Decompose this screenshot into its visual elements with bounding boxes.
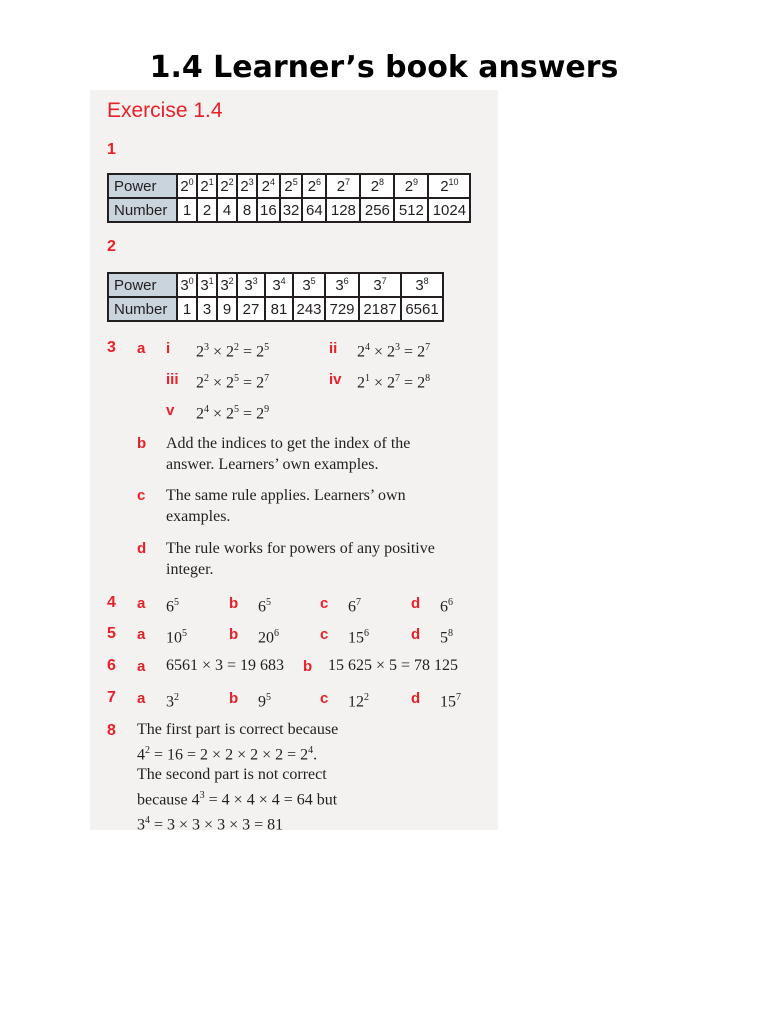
part-label-a: a — [137, 658, 146, 675]
row-header-power: Power — [108, 273, 177, 297]
power-cell: $3^6$ — [325, 273, 359, 297]
answer-4b: $6^5$ — [258, 597, 271, 616]
part-label-c: c — [320, 595, 329, 612]
number-cell: 8 — [237, 198, 257, 222]
power-cell: $2^9$ — [394, 174, 428, 198]
answer-5d: $5^8$ — [440, 628, 453, 647]
number-cell: 27 — [237, 297, 265, 321]
answer-8: The first part is correct because $4^2 = 16 = 2 \times 2 \times 2 \times 2 = 2^4$. The second part is not correct because $4^3 = 4 \times 4 \times 4 = 64$ but $3^4 = 3 \times 3 \times 3 \times 3 = 81$ — [137, 721, 339, 833]
number-cell: 32 — [280, 198, 303, 222]
power-cell: $2^{10}$ — [428, 174, 470, 198]
answer-6b: 15 625 × 5 = 78 125 — [328, 657, 459, 674]
subpart-label-iii: iii — [166, 371, 179, 388]
answer-5b: $20^6$ — [258, 628, 279, 647]
answer-7b: $9^5$ — [258, 692, 271, 711]
power-cell: $2^0$ — [177, 174, 197, 198]
power-cell: $3^8$ — [401, 273, 443, 297]
answer-7d: $15^7$ — [440, 692, 461, 711]
power-cell: $3^1$ — [197, 273, 217, 297]
number-cell: 1 — [177, 297, 197, 321]
power-cell: $2^6$ — [302, 174, 326, 198]
row-header-power: Power — [108, 174, 177, 198]
answer-7c: $12^2$ — [348, 692, 369, 711]
equation-3a-v: $2^4 \times 2^5 = 2^9$ — [196, 404, 270, 423]
part-label-d: d — [137, 540, 147, 557]
question-number-3: 3 — [107, 339, 116, 356]
subpart-label-i: i — [166, 340, 171, 357]
power-cell: $3^3$ — [237, 273, 265, 297]
page-title: 1.4 Learner’s book answers — [149, 50, 619, 85]
subpart-label-iv: iv — [329, 371, 342, 388]
part-label-d: d — [411, 595, 421, 612]
number-cell: 64 — [302, 198, 326, 222]
answer-7a: $3^2$ — [166, 692, 179, 711]
answer-4c: $6^7$ — [348, 597, 361, 616]
number-cell: 243 — [293, 297, 325, 321]
power-cell: $2^3$ — [237, 174, 257, 198]
part-label-c: c — [320, 626, 329, 643]
equation-3a-iii: $2^2 \times 2^5 = 2^7$ — [196, 373, 270, 392]
power-cell: $3^7$ — [359, 273, 401, 297]
power-cell: $2^5$ — [280, 174, 303, 198]
power-cell: $3^5$ — [293, 273, 325, 297]
question-number-7: 7 — [107, 689, 116, 706]
equation-3a-iv: $2^1 \times 2^7 = 2^8$ — [357, 373, 431, 392]
part-label-d: d — [411, 690, 421, 707]
row-header-number: Number — [108, 297, 177, 321]
part-label-d: d — [411, 626, 421, 643]
answer-3d: The rule works for powers of any positive integer. — [166, 540, 435, 578]
powers-of-3-table — [107, 272, 444, 322]
equation-3a-ii: $2^4 \times 2^3 = 2^7$ — [357, 342, 431, 361]
number-cell: 3 — [197, 297, 217, 321]
answer-3c: The same rule applies. Learners’ own examples. — [166, 487, 406, 525]
subpart-label-ii: ii — [329, 340, 338, 357]
number-cell: 128 — [326, 198, 360, 222]
number-cell: 1024 — [428, 198, 470, 222]
part-label-b: b — [137, 435, 147, 452]
equation-3a-i: $2^3 \times 2^2 = 2^5$ — [196, 342, 270, 361]
powers-of-2-table — [107, 173, 471, 223]
number-cell: 256 — [360, 198, 394, 222]
answer-6a: 6561 × 3 = 19 683 — [166, 657, 285, 674]
power-cell: $2^8$ — [360, 174, 394, 198]
number-cell: 2 — [197, 198, 217, 222]
answer-3b: Add the indices to get the index of the answer. Learners’ own examples. — [166, 435, 411, 473]
number-cell: 1 — [177, 198, 197, 222]
number-cell: 729 — [325, 297, 359, 321]
exercise-title: Exercise 1.4 — [107, 99, 223, 122]
question-number-5: 5 — [107, 625, 116, 642]
power-cell: $2^4$ — [257, 174, 280, 198]
question-number-1: 1 — [107, 141, 116, 158]
part-label-a: a — [137, 690, 146, 707]
power-cell: $3^0$ — [177, 273, 197, 297]
part-label-c: c — [137, 487, 146, 504]
part-label-c: c — [320, 690, 329, 707]
power-cell: $3^4$ — [265, 273, 293, 297]
question-number-6: 6 — [107, 657, 116, 674]
subpart-label-v: v — [166, 402, 175, 419]
number-cell: 16 — [257, 198, 280, 222]
answer-5c: $15^6$ — [348, 628, 369, 647]
number-cell: 4 — [217, 198, 237, 222]
number-cell: 81 — [265, 297, 293, 321]
part-label-b: b — [229, 690, 239, 707]
number-cell: 6561 — [401, 297, 443, 321]
part-label-b: b — [229, 626, 239, 643]
number-cell: 2187 — [359, 297, 401, 321]
part-label-a: a — [137, 595, 146, 612]
row-header-number: Number — [108, 198, 177, 222]
number-cell: 512 — [394, 198, 428, 222]
answer-5a: $10^5$ — [166, 628, 187, 647]
part-label-a: a — [137, 340, 146, 357]
part-label-b: b — [303, 658, 313, 675]
part-label-a: a — [137, 626, 146, 643]
power-cell: $2^1$ — [197, 174, 217, 198]
answer-4a: $6^5$ — [166, 597, 179, 616]
question-number-2: 2 — [107, 238, 116, 255]
answer-4d: $6^6$ — [440, 597, 453, 616]
number-cell: 9 — [217, 297, 237, 321]
part-label-b: b — [229, 595, 239, 612]
question-number-8: 8 — [107, 722, 116, 739]
power-cell: $2^2$ — [217, 174, 237, 198]
question-number-4: 4 — [107, 594, 116, 611]
power-cell: $3^2$ — [217, 273, 237, 297]
power-cell: $2^7$ — [326, 174, 360, 198]
